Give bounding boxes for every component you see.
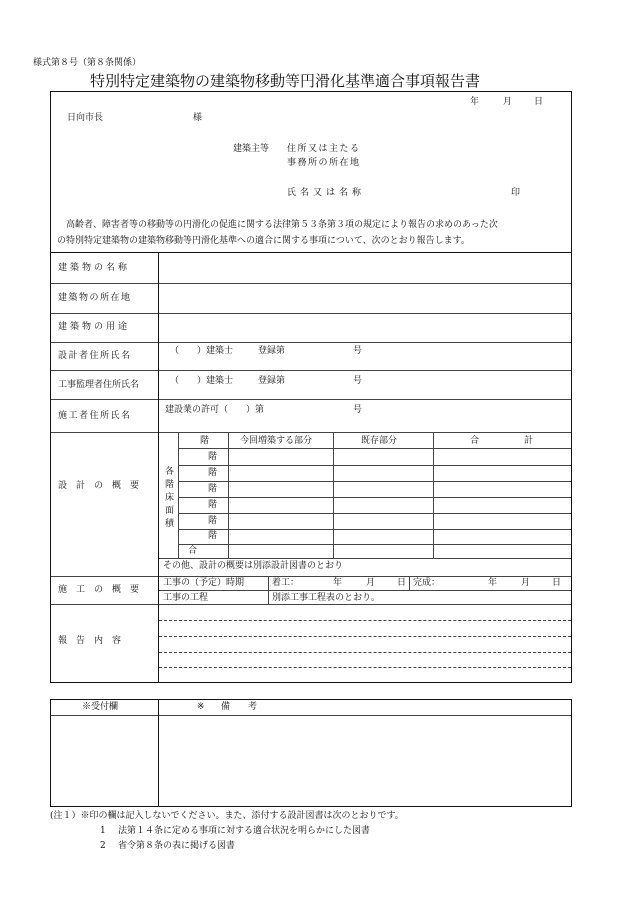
supervisor-architect: （ ）建築士 bbox=[170, 376, 234, 386]
body-text-line-1: 高齢者、障害者等の移動等の円滑化の促進に関する法律第５３条第３項の規定により報告の求めのあった次 bbox=[66, 220, 498, 230]
contractor-go-label: 号 bbox=[353, 405, 363, 415]
complete-month: 月 bbox=[521, 578, 531, 588]
form-number: 様式第８号（第８条関係） bbox=[33, 58, 142, 68]
floor-area-5: 積 bbox=[165, 519, 175, 529]
col-existing-header: 既存部分 bbox=[361, 436, 398, 446]
designer-label: 設計者住所氏名 bbox=[58, 351, 132, 361]
start-month: 月 bbox=[366, 578, 376, 588]
col-new-header: 今回増築する部分 bbox=[240, 436, 313, 446]
building-use-label: 建築物の用途 bbox=[58, 322, 131, 332]
designer-reg-label: 登録第 bbox=[258, 346, 286, 356]
col-total-header-b: 計 bbox=[524, 436, 534, 446]
remarks-mark: ※ bbox=[197, 702, 205, 712]
floor-area-4: 面 bbox=[165, 506, 175, 516]
floor-area-3: 床 bbox=[165, 493, 175, 503]
seal-mark: 印 bbox=[511, 188, 521, 198]
date-year-label: 年 bbox=[470, 97, 480, 107]
schedule-label: 工事の工程 bbox=[163, 593, 209, 603]
floor-area-2: 階 bbox=[165, 480, 175, 490]
complete-day: 日 bbox=[552, 578, 562, 588]
start-label: 着工： bbox=[272, 578, 300, 588]
designer-architect: （ ）建築士 bbox=[170, 346, 234, 356]
floor-total-row: 合 bbox=[188, 546, 198, 556]
schedule-value: 別添工事工程表のとおり。 bbox=[272, 593, 381, 603]
note-1-number: 1 bbox=[100, 826, 106, 836]
design-summary-label: 設計の概要 bbox=[58, 481, 149, 491]
note-1: 法第１４条に定める事項に対する適合状況を明らかにした図書 bbox=[118, 826, 371, 836]
note-2: 省令第８条の表に掲げる図書 bbox=[118, 841, 236, 851]
floor-row-5: 階 bbox=[208, 516, 218, 526]
construction-summary-label: 施工の概要 bbox=[58, 585, 149, 595]
note-0: (注１）※印の欄は記入しないでください。また、添付する設計図書は次のとおりです。 bbox=[50, 811, 404, 821]
remarks-label: 備 考 bbox=[221, 702, 258, 712]
address-label-1: 住所又は主たる bbox=[287, 144, 361, 154]
name-label: 氏名又は名称 bbox=[287, 188, 366, 198]
floor-row-6: 階 bbox=[208, 531, 218, 541]
building-location-label: 建築物の所在地 bbox=[58, 293, 132, 303]
date-day-label: 日 bbox=[534, 97, 544, 107]
address-label-2: 事務所の所在地 bbox=[287, 158, 361, 168]
period-label: 工事の（予定）時期 bbox=[163, 578, 245, 588]
contractor-label: 施工者住所氏名 bbox=[58, 411, 132, 421]
col-floor-header: 階 bbox=[200, 436, 210, 446]
owner-label: 建築主等 bbox=[233, 144, 270, 154]
supervisor-reg-label: 登録第 bbox=[258, 376, 286, 386]
page-title: 特別特定建築物の建築物移動等円滑化基準適合事項報告書 bbox=[90, 72, 481, 90]
note-2-number: 2 bbox=[100, 841, 106, 851]
complete-year: 年 bbox=[488, 578, 498, 588]
start-day: 日 bbox=[397, 578, 407, 588]
supervisor-go-label: 号 bbox=[353, 376, 363, 386]
date-month-label: 月 bbox=[503, 97, 513, 107]
floor-row-2: 階 bbox=[208, 468, 218, 478]
report-contents-label: 報告内容 bbox=[58, 636, 131, 646]
start-year: 年 bbox=[333, 578, 343, 588]
design-other-text: その他、設計の概要は別添設計図書のとおり bbox=[163, 561, 344, 571]
col-total-header-a: 合 bbox=[470, 436, 480, 446]
floor-row-3: 階 bbox=[208, 484, 218, 494]
contractor-license: 建設業の許可（ ）第 bbox=[165, 405, 265, 415]
reception-label: ※受付欄 bbox=[82, 702, 119, 712]
sama-label: 様 bbox=[193, 113, 203, 123]
floor-area-1: 各 bbox=[165, 467, 175, 477]
floor-row-1: 階 bbox=[208, 452, 218, 462]
building-name-label: 建築物の名称 bbox=[58, 263, 131, 273]
body-text-line-2: の特別特定建築物の建築物移動等円滑化基準への適合に関する事項について、次のとおり報告します。 bbox=[57, 236, 470, 246]
floor-row-4: 階 bbox=[208, 500, 218, 510]
designer-go-label: 号 bbox=[353, 346, 363, 356]
complete-label: 完成： bbox=[413, 578, 441, 588]
addressee-label: 日向市長 bbox=[67, 113, 104, 123]
supervisor-label: 工事監理者住所氏名 bbox=[58, 380, 140, 390]
